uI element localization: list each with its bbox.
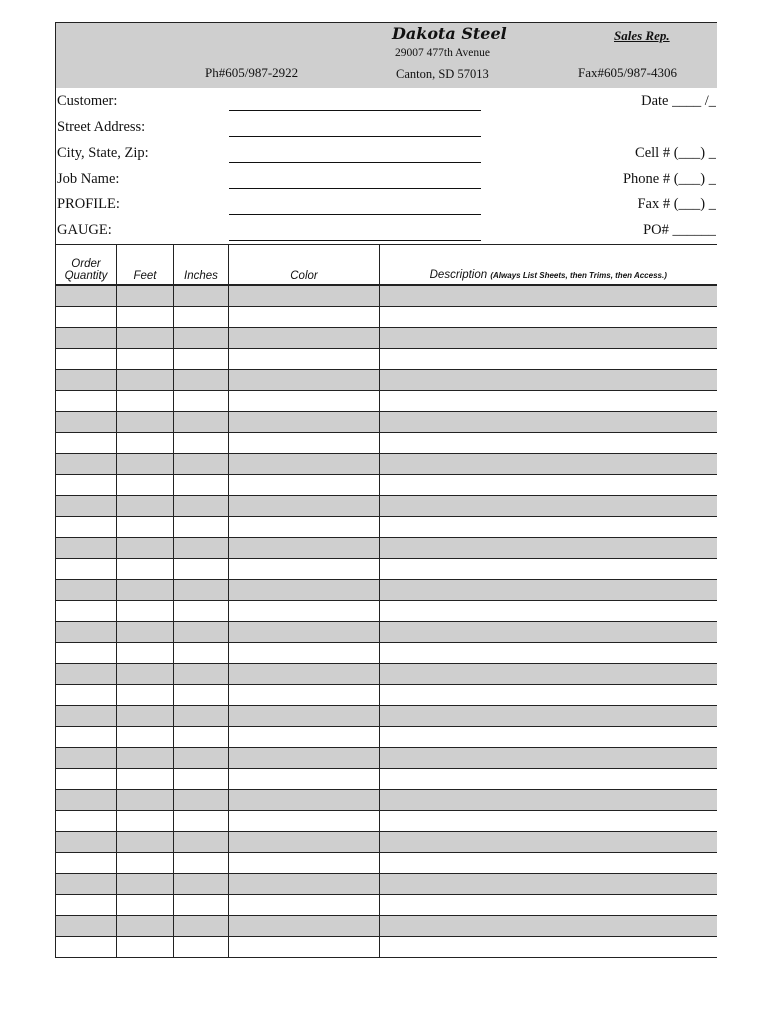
inches-cell[interactable] xyxy=(174,706,229,727)
inches-cell[interactable] xyxy=(174,895,229,916)
order-quantity-cell[interactable] xyxy=(56,874,117,895)
table-row xyxy=(56,307,717,328)
order-quantity-cell[interactable] xyxy=(56,349,117,370)
color-cell[interactable] xyxy=(229,454,380,475)
color-cell[interactable] xyxy=(229,622,380,643)
inches-cell[interactable] xyxy=(174,685,229,706)
order-quantity-cell[interactable] xyxy=(56,748,117,769)
table-row xyxy=(56,748,717,769)
description-cell[interactable] xyxy=(380,895,717,916)
phone-field[interactable]: Phone # (___) _ xyxy=(622,171,716,187)
color-cell[interactable] xyxy=(229,790,380,811)
description-cell[interactable] xyxy=(380,832,717,853)
inches-cell[interactable] xyxy=(174,517,229,538)
order-quantity-cell[interactable] xyxy=(56,769,117,790)
color-cell[interactable] xyxy=(229,664,380,685)
description-cell[interactable] xyxy=(380,559,717,580)
description-cell[interactable] xyxy=(380,454,717,475)
color-cell[interactable] xyxy=(229,748,380,769)
order-table xyxy=(55,244,717,958)
profile-label: PROFILE: xyxy=(57,196,120,212)
table-row xyxy=(56,433,717,454)
color-cell[interactable] xyxy=(229,559,380,580)
feet-cell[interactable] xyxy=(117,601,174,622)
table-row xyxy=(56,664,717,685)
order-quantity-cell[interactable] xyxy=(56,706,117,727)
color-cell[interactable] xyxy=(229,601,380,622)
inches-cell[interactable] xyxy=(174,853,229,874)
feet-cell[interactable] xyxy=(117,874,174,895)
gauge-field[interactable] xyxy=(229,240,481,241)
color-cell[interactable] xyxy=(229,285,380,307)
color-cell[interactable] xyxy=(229,370,380,391)
description-cell[interactable] xyxy=(380,412,717,433)
order-quantity-header-line2: Quantity xyxy=(64,270,108,282)
order-quantity-cell[interactable] xyxy=(56,643,117,664)
description-cell[interactable] xyxy=(380,328,717,349)
order-quantity-cell[interactable] xyxy=(56,685,117,706)
table-row xyxy=(56,853,717,874)
table-row xyxy=(56,685,717,706)
inches-cell[interactable] xyxy=(174,769,229,790)
feet-cell[interactable] xyxy=(117,832,174,853)
feet-cell[interactable] xyxy=(117,811,174,832)
table-row xyxy=(56,496,717,517)
table-row xyxy=(56,538,717,559)
description-cell[interactable] xyxy=(380,433,717,454)
form-left-border xyxy=(55,87,56,245)
order-quantity-cell[interactable] xyxy=(56,370,117,391)
description-cell[interactable] xyxy=(380,391,717,412)
street-address-label: Street Address: xyxy=(57,119,146,135)
inches-cell[interactable] xyxy=(174,307,229,328)
table-row xyxy=(56,391,717,412)
color-cell[interactable] xyxy=(229,727,380,748)
color-cell[interactable] xyxy=(229,895,380,916)
description-cell[interactable] xyxy=(380,285,717,307)
table-row xyxy=(56,706,717,727)
feet-cell[interactable] xyxy=(117,538,174,559)
inches-cell[interactable] xyxy=(174,559,229,580)
feet-cell[interactable] xyxy=(117,685,174,706)
description-cell[interactable] xyxy=(380,349,717,370)
feet-cell[interactable] xyxy=(117,285,174,307)
color-cell[interactable] xyxy=(229,433,380,454)
inches-cell[interactable] xyxy=(174,748,229,769)
description-cell[interactable] xyxy=(380,916,717,937)
color-cell[interactable] xyxy=(229,496,380,517)
cell-field[interactable]: Cell # (___) _ xyxy=(635,145,716,161)
feet-cell[interactable] xyxy=(117,748,174,769)
color-cell[interactable] xyxy=(229,391,380,412)
description-cell[interactable] xyxy=(380,685,717,706)
order-quantity-cell[interactable] xyxy=(56,937,117,958)
feet-cell[interactable] xyxy=(117,391,174,412)
feet-cell[interactable] xyxy=(117,433,174,454)
inches-cell[interactable] xyxy=(174,643,229,664)
feet-cell[interactable] xyxy=(117,643,174,664)
order-quantity-cell[interactable] xyxy=(56,895,117,916)
order-quantity-cell[interactable] xyxy=(56,811,117,832)
order-quantity-cell[interactable] xyxy=(56,454,117,475)
feet-cell[interactable] xyxy=(117,916,174,937)
description-cell[interactable] xyxy=(380,664,717,685)
description-cell[interactable] xyxy=(380,622,717,643)
fax-field[interactable]: Fax # (___) _ xyxy=(637,196,716,212)
city-state-zip-label: City, State, Zip: xyxy=(57,145,149,161)
table-row xyxy=(56,454,717,475)
order-quantity-cell[interactable] xyxy=(56,328,117,349)
description-cell[interactable] xyxy=(380,580,717,601)
order-quantity-cell[interactable] xyxy=(56,622,117,643)
order-quantity-cell[interactable] xyxy=(56,790,117,811)
table-row xyxy=(56,790,717,811)
order-quantity-cell[interactable] xyxy=(56,391,117,412)
color-cell[interactable] xyxy=(229,475,380,496)
feet-cell[interactable] xyxy=(117,790,174,811)
table-row xyxy=(56,811,717,832)
description-cell[interactable] xyxy=(380,475,717,496)
color-cell[interactable] xyxy=(229,643,380,664)
description-header-label: Description xyxy=(429,269,488,281)
order-table-header xyxy=(56,245,717,286)
inches-cell[interactable] xyxy=(174,580,229,601)
inches-cell[interactable] xyxy=(174,496,229,517)
description-cell[interactable] xyxy=(380,790,717,811)
table-row xyxy=(56,895,717,916)
description-cell[interactable] xyxy=(380,538,717,559)
color-cell[interactable] xyxy=(229,517,380,538)
feet-cell[interactable] xyxy=(117,307,174,328)
color-cell[interactable] xyxy=(229,328,380,349)
color-cell[interactable] xyxy=(229,307,380,328)
profile-field[interactable] xyxy=(229,214,481,215)
table-row xyxy=(56,328,717,349)
feet-cell[interactable] xyxy=(117,454,174,475)
order-quantity-cell[interactable] xyxy=(56,664,117,685)
job-name-field[interactable] xyxy=(229,188,481,189)
description-header xyxy=(380,245,717,286)
description-cell[interactable] xyxy=(380,769,717,790)
description-cell[interactable] xyxy=(380,517,717,538)
description-cell[interactable] xyxy=(380,643,717,664)
table-row xyxy=(56,643,717,664)
feet-cell[interactable] xyxy=(117,559,174,580)
feet-cell[interactable] xyxy=(117,622,174,643)
feet-cell[interactable] xyxy=(117,412,174,433)
table-row xyxy=(56,285,717,307)
description-cell[interactable] xyxy=(380,811,717,832)
description-cell[interactable] xyxy=(380,307,717,328)
table-row xyxy=(56,874,717,895)
feet-cell[interactable] xyxy=(117,349,174,370)
order-quantity-cell[interactable] xyxy=(56,496,117,517)
order-quantity-cell[interactable] xyxy=(56,853,117,874)
inches-cell[interactable] xyxy=(174,454,229,475)
color-cell[interactable] xyxy=(229,685,380,706)
table-row xyxy=(56,916,717,937)
order-quantity-cell[interactable] xyxy=(56,517,117,538)
table-row xyxy=(56,517,717,538)
street-address-text: 29007 477th Avenue xyxy=(395,47,490,59)
feet-cell[interactable] xyxy=(117,496,174,517)
inches-cell[interactable] xyxy=(174,622,229,643)
color-cell[interactable] xyxy=(229,874,380,895)
inches-cell[interactable] xyxy=(174,433,229,454)
company-fax: Fax#605/987-4306 xyxy=(578,65,677,80)
description-cell[interactable] xyxy=(380,748,717,769)
table-row xyxy=(56,769,717,790)
inches-cell[interactable] xyxy=(174,391,229,412)
description-cell[interactable] xyxy=(380,853,717,874)
inches-cell[interactable] xyxy=(174,328,229,349)
table-row xyxy=(56,832,717,853)
description-header-note: (Always List Sheets, then Trims, then Access.) xyxy=(490,271,667,280)
inches-cell[interactable] xyxy=(174,538,229,559)
feet-cell[interactable] xyxy=(117,727,174,748)
table-row xyxy=(56,622,717,643)
order-quantity-cell[interactable] xyxy=(56,832,117,853)
description-cell[interactable] xyxy=(380,727,717,748)
order-quantity-cell[interactable] xyxy=(56,412,117,433)
color-header: Color xyxy=(229,245,380,286)
order-quantity-cell[interactable] xyxy=(56,307,117,328)
po-field[interactable]: PO# ______ xyxy=(643,222,716,238)
order-quantity-cell[interactable] xyxy=(56,433,117,454)
order-quantity-cell[interactable] xyxy=(56,538,117,559)
street-address-field[interactable] xyxy=(229,136,481,137)
feet-cell[interactable] xyxy=(117,769,174,790)
inches-cell[interactable] xyxy=(174,475,229,496)
color-cell[interactable] xyxy=(229,832,380,853)
feet-cell[interactable] xyxy=(117,475,174,496)
inches-cell[interactable] xyxy=(174,664,229,685)
feet-cell[interactable] xyxy=(117,895,174,916)
color-cell[interactable] xyxy=(229,538,380,559)
city-state-zip-field[interactable] xyxy=(229,162,481,163)
color-cell[interactable] xyxy=(229,706,380,727)
feet-cell[interactable] xyxy=(117,664,174,685)
customer-field[interactable] xyxy=(229,110,481,111)
table-row xyxy=(56,475,717,496)
description-cell[interactable] xyxy=(380,706,717,727)
order-quantity-cell[interactable] xyxy=(56,916,117,937)
order-quantity-cell[interactable] xyxy=(56,727,117,748)
inches-cell[interactable] xyxy=(174,832,229,853)
color-cell[interactable] xyxy=(229,412,380,433)
table-row xyxy=(56,349,717,370)
color-cell[interactable] xyxy=(229,769,380,790)
color-cell[interactable] xyxy=(229,853,380,874)
sales-rep-label: Sales Rep. xyxy=(614,28,670,43)
feet-cell[interactable] xyxy=(117,517,174,538)
inches-cell[interactable] xyxy=(174,874,229,895)
inches-cell[interactable] xyxy=(174,811,229,832)
feet-cell[interactable] xyxy=(117,370,174,391)
inches-cell[interactable] xyxy=(174,727,229,748)
inches-cell[interactable] xyxy=(174,349,229,370)
color-cell[interactable] xyxy=(229,916,380,937)
job-name-label: Job Name: xyxy=(57,171,120,187)
feet-cell[interactable] xyxy=(117,853,174,874)
order-quantity-cell[interactable] xyxy=(56,559,117,580)
inches-cell[interactable] xyxy=(174,916,229,937)
feet-cell[interactable] xyxy=(117,706,174,727)
table-row xyxy=(56,559,717,580)
company-phone: Ph#605/987-2922 xyxy=(205,65,299,80)
inches-cell[interactable] xyxy=(174,601,229,622)
feet-cell[interactable] xyxy=(117,937,174,958)
description-cell[interactable] xyxy=(380,496,717,517)
description-cell[interactable] xyxy=(380,601,717,622)
city-address-text: Canton, SD 57013 xyxy=(396,67,489,81)
color-cell[interactable] xyxy=(229,349,380,370)
feet-cell[interactable] xyxy=(117,328,174,349)
description-cell[interactable] xyxy=(380,874,717,895)
color-cell[interactable] xyxy=(229,937,380,958)
table-row xyxy=(56,727,717,748)
inches-cell[interactable] xyxy=(174,412,229,433)
order-quantity-cell[interactable] xyxy=(56,285,117,307)
inches-cell[interactable] xyxy=(174,285,229,307)
company-name: Dakota Steel xyxy=(392,24,507,43)
feet-header: Feet xyxy=(117,245,174,286)
description-cell[interactable] xyxy=(380,370,717,391)
order-quantity-cell[interactable] xyxy=(56,475,117,496)
order-quantity-header-line1: Order xyxy=(71,258,101,270)
inches-cell[interactable] xyxy=(174,790,229,811)
table-row xyxy=(56,370,717,391)
order-quantity-cell[interactable] xyxy=(56,601,117,622)
gauge-label: GAUGE: xyxy=(57,222,112,238)
inches-header: Inches xyxy=(174,245,229,286)
color-cell[interactable] xyxy=(229,580,380,601)
table-row xyxy=(56,580,717,601)
inches-cell[interactable] xyxy=(174,937,229,958)
customer-label: Customer: xyxy=(57,93,118,109)
date-field[interactable]: Date ____ /_ xyxy=(641,93,716,109)
table-row xyxy=(56,412,717,433)
inches-cell[interactable] xyxy=(174,370,229,391)
color-cell[interactable] xyxy=(229,811,380,832)
order-table-body xyxy=(56,285,717,958)
order-quantity-header xyxy=(56,245,117,286)
description-cell[interactable] xyxy=(380,937,717,958)
table-row xyxy=(56,937,717,958)
order-quantity-cell[interactable] xyxy=(56,580,117,601)
table-row xyxy=(56,601,717,622)
feet-cell[interactable] xyxy=(117,580,174,601)
